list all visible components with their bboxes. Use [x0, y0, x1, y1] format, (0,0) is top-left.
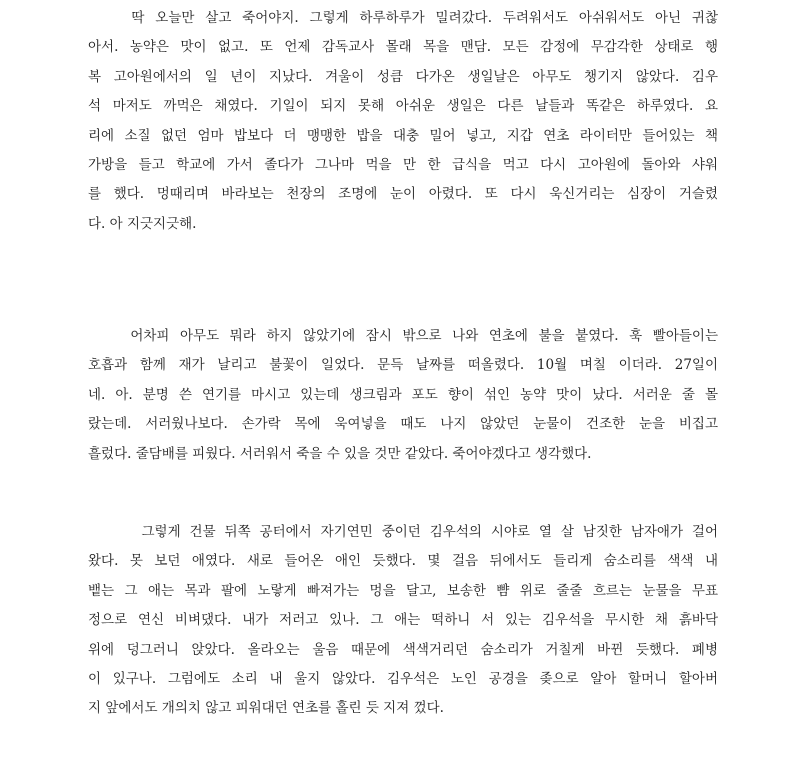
text-line: 랐는데. 서러웠나보다. 손가락 목에 욱여넣을 때도 나지 않았던 눈물이 건조한 눈을 비집고 [88, 416, 718, 433]
text-line: 정으로 연신 비벼댔다. 내가 저러고 있나. 그 애는 떡하니 서 있는 김우석을 무시한 채 흙바닥 [88, 612, 718, 629]
text-line: 석 마저도 까먹은 채였다. 기일이 되지 못해 아쉬운 생일은 다른 날들과 똑같은 하루였다. 요 [88, 98, 718, 115]
text-line: 그렇게 건물 뒤쪽 공터에서 자기연민 중이던 김우석의 시야로 열 살 남짓한 남자애가 걸어 [88, 524, 718, 540]
paragraph-1 [88, 4, 718, 239]
text-line: 딱 오늘만 살고 죽어야지. 그렇게 하루하루가 밀려갔다. 두려워서도 아쉬워서도 아닌 귀찮 [88, 10, 718, 26]
text-line: 지 앞에서도 개의치 않고 피워대던 연초를 홀린 듯 지져 껐다. [88, 700, 444, 717]
paragraph-2 [88, 322, 718, 469]
text-line: 를 했다. 멍때리며 바라보는 천장의 조명에 눈이 아렸다. 또 다시 욱신거리는 심장이 거슬렸 [88, 186, 718, 203]
text-line: 어차피 아무도 뭐라 하지 않았기에 잠시 밖으로 나와 연초에 불을 붙였다. 훅 빨아들이는 [88, 328, 718, 344]
paragraph-3 [88, 518, 718, 724]
text-line: 복 고아원에서의 일 년이 지났다. 겨울이 성큼 다가온 생일날은 아무도 챙기지 않았다. 김우 [88, 68, 718, 85]
text-line: 아서. 농약은 맛이 없고. 또 언제 감독교사 몰래 목을 맨담. 모든 감정에 무감각한 상태로 행 [88, 39, 718, 56]
text-line: 네. 아. 분명 쓴 연기를 마시고 있는데 생크림과 포도 향이 섞인 농약 맛이 났다. 서러운 줄 몰 [88, 386, 718, 403]
text-line: 가방을 들고 학교에 가서 졸다가 그나마 먹을 만 한 급식을 먹고 다시 고아원에 돌아와 샤워 [88, 156, 718, 173]
text-line: 뱉는 그 애는 목과 팔에 노랗게 빠져가는 멍을 달고, 보송한 뺨 위로 줄줄 흐르는 눈물을 무표 [88, 582, 718, 599]
text-line: 호흡과 함께 재가 날리고 불꽃이 일었다. 문득 날짜를 떠올렸다. 10월 며칠 이더라. 27일이 [88, 357, 718, 374]
text-line: 리에 소질 없던 엄마 밥보다 더 맹맹한 밥을 대충 밀어 넣고, 지갑 연초 라이터만 들어있는 책 [88, 127, 718, 144]
text-line: 이 있구나. 그럼에도 소리 내 울지 않았다. 김우석은 노인 공경을 좆으로 알아 할머니 할아버 [88, 670, 718, 687]
text-line: 다. 아 지긋지긋해. [88, 215, 197, 232]
text-line: 위에 덩그러니 앉았다. 올라오는 울음 때문에 색색거리던 숨소리가 거칠게 바뀐 듯했다. 폐병 [88, 641, 718, 658]
text-line: 왔다. 못 보던 애였다. 새로 들어온 애인 듯했다. 몇 걸음 뒤에서도 들리게 숨소리를 색색 내 [88, 553, 718, 570]
text-line: 흘렀다. 줄담배를 피웠다. 서러워서 죽을 수 있을 것만 같았다. 죽어야겠다고 생각했다. [88, 445, 592, 462]
